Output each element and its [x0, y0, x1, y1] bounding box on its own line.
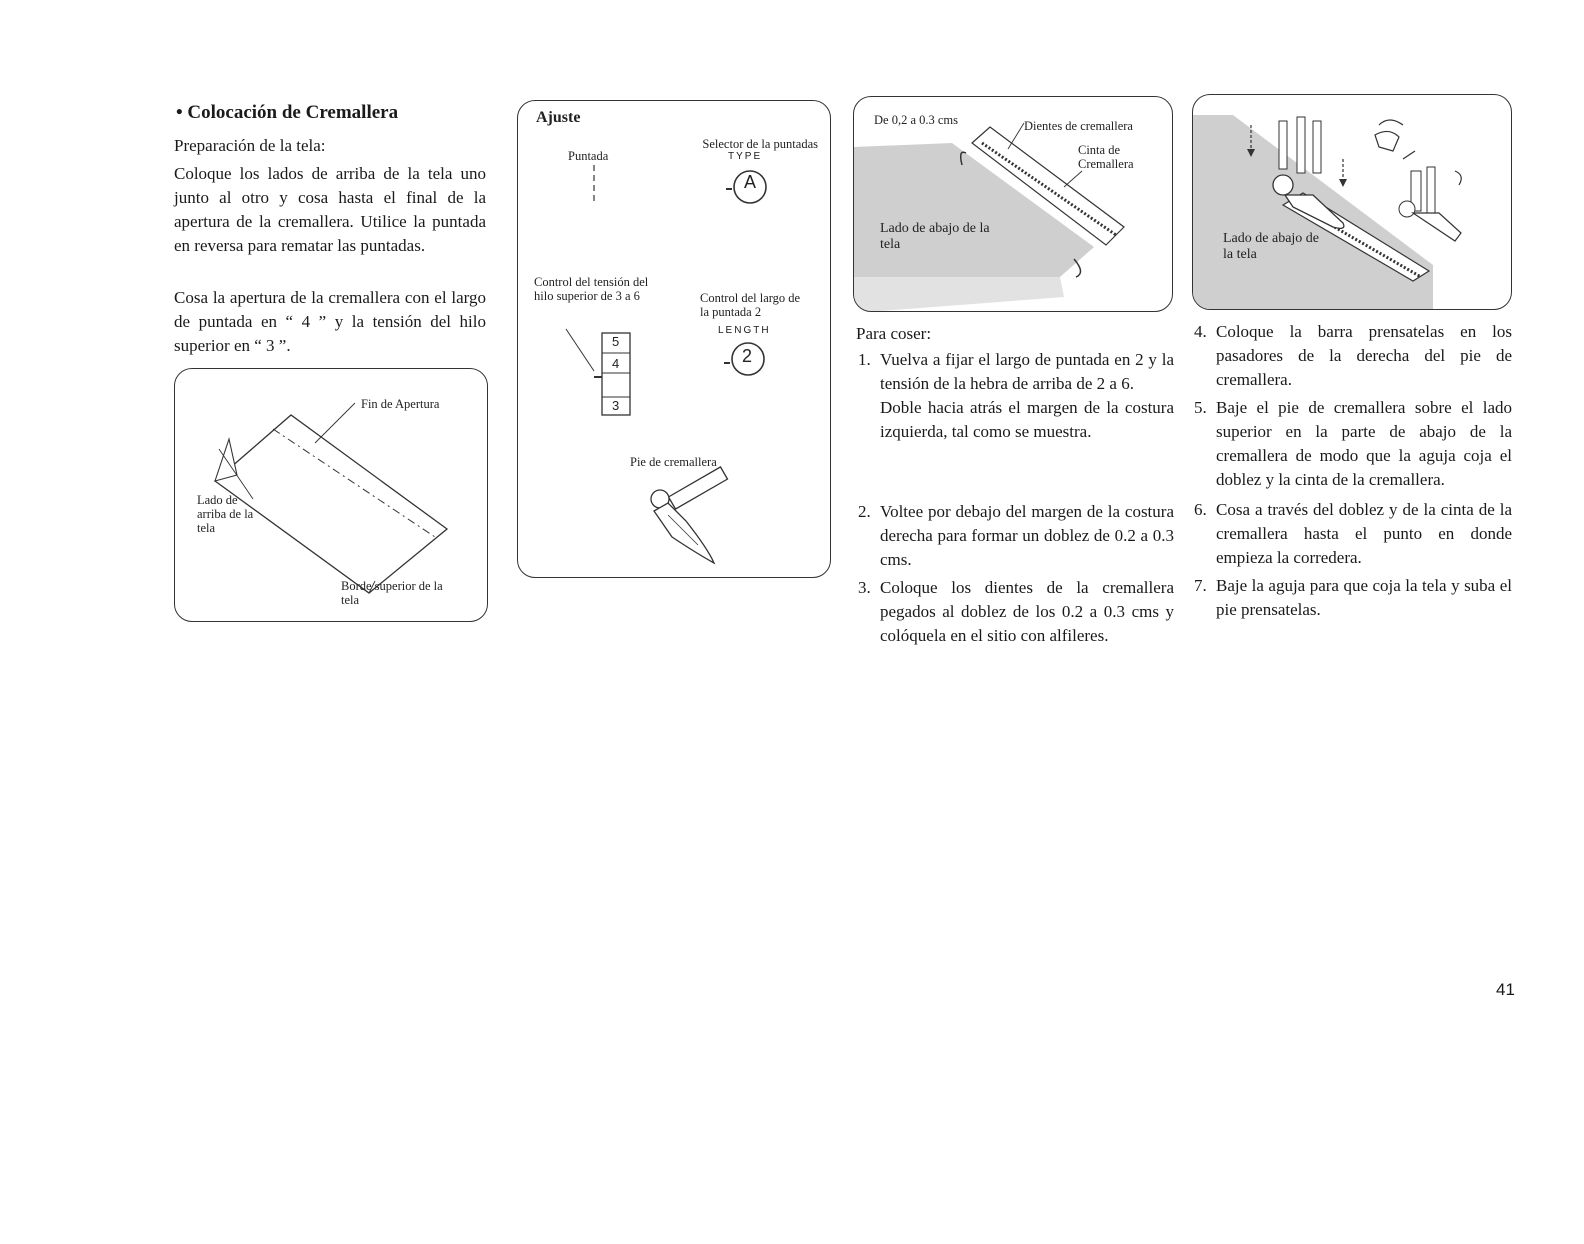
type-caption: TYPE	[728, 151, 763, 162]
step-7-number: 7.	[1194, 576, 1207, 595]
foot-lowering-illustration	[1193, 95, 1512, 310]
settings-illustrations	[518, 101, 831, 578]
step-6-text: Cosa a través del doblez y de la cinta de la cremallera hasta el punto en donde empieza la corredera.	[1216, 500, 1512, 567]
figure-foot-lowering	[1192, 94, 1512, 310]
step-2-text: Voltee por debajo del margen de la costura derecha para formar un doblez de 0.2 a 0.3 cms.	[880, 502, 1174, 569]
step-6-number: 6.	[1194, 500, 1207, 519]
to-sew-title: Para coser:	[856, 324, 932, 343]
label-distance: De 0,2 a 0.3 cms	[874, 113, 959, 127]
step-1-number: 1.	[858, 350, 871, 369]
tension-3: 3	[612, 398, 620, 413]
tension-4: 4	[612, 356, 620, 371]
foot-label: Pie de cremallera	[630, 455, 717, 469]
tension-5: 5	[612, 334, 620, 349]
type-value: A	[744, 172, 757, 192]
figure-zipper-placement	[853, 96, 1173, 312]
settings-box	[517, 100, 831, 578]
length-value: 2	[742, 346, 753, 366]
step-4	[1194, 320, 1512, 392]
step-5	[1194, 396, 1512, 492]
step-2-number: 2.	[858, 502, 871, 521]
paragraph-2: Cosa la apertura de la cremallera con el largo de puntada en “ 4 ” y la tensión del hilo superior en “ 3 ”.	[174, 288, 486, 355]
subheading: Preparación de la tela:	[174, 136, 326, 155]
step-4-number: 4.	[1194, 322, 1207, 341]
length-caption: LENGTH	[718, 325, 771, 336]
figure-fabric-preparation	[174, 368, 488, 622]
step-3-text: Coloque los dientes de la cremallera pegados al doblez de los 0.2 a 0.3 cms y colóquela en el sitio con alfileres.	[880, 578, 1174, 645]
label-underside-2: Lado de abajo de la tela	[1223, 231, 1320, 262]
page-number: 41	[1496, 980, 1515, 999]
label-top-edge: Borde superior de la tela	[341, 579, 443, 607]
step-7-text: Baje la aguja para que coja la tela y suba el pie prensatelas.	[1216, 576, 1512, 619]
step-3-number: 3.	[858, 578, 871, 597]
step-5-text: Baje el pie de cremallera sobre el lado superior en la parte de abajo de la cremallera de modo que la aguja coja el doblez y la cinta de la cremallera.	[1216, 398, 1512, 489]
step-1-text: Vuelva a fijar el largo de puntada en 2 y la tensión de la hebra de arriba de 2 a 6.	[880, 350, 1174, 393]
step-6	[1194, 498, 1512, 570]
step-4-text: Coloque la barra prensatelas en los pasadores de la derecha del pie de cremallera.	[1216, 322, 1512, 389]
step-3	[858, 576, 1174, 648]
step-1-extra: Doble hacia atrás el margen de la costura izquierda, tal como se muestra.	[880, 398, 1174, 441]
length-label: Control del largo de la puntada 2	[700, 291, 801, 319]
foot-detail-icon	[1375, 131, 1461, 241]
step-1	[858, 348, 1174, 444]
selector-label: Selector de la puntadas	[702, 137, 818, 151]
paragraph-1: Coloque los lados de arriba de la tela uno junto al otro y cosa hasta el final de la apertura de la cremallera. Utilice la puntada en reversa para rematar las puntadas.	[174, 164, 486, 255]
stitch-label: Puntada	[568, 149, 609, 163]
step-5-number: 5.	[1194, 398, 1207, 417]
label-end-opening: Fin de Apertura	[361, 397, 440, 411]
section-heading: • Colocación de Cremallera	[176, 102, 399, 123]
settings-title: Ajuste	[536, 109, 581, 126]
zipper-foot-icon	[651, 467, 727, 563]
label-teeth: Dientes de cremallera	[1024, 119, 1133, 133]
label-top-side: Lado de arriba de la tela	[197, 493, 254, 535]
step-2	[858, 500, 1174, 572]
step-7	[1194, 574, 1512, 622]
label-underside: Lado de abajo de la tela	[880, 221, 990, 252]
tension-label: Control del tensión del hilo superior de 3 a 6	[534, 275, 649, 303]
label-tape: Cinta de Cremallera	[1078, 143, 1134, 171]
